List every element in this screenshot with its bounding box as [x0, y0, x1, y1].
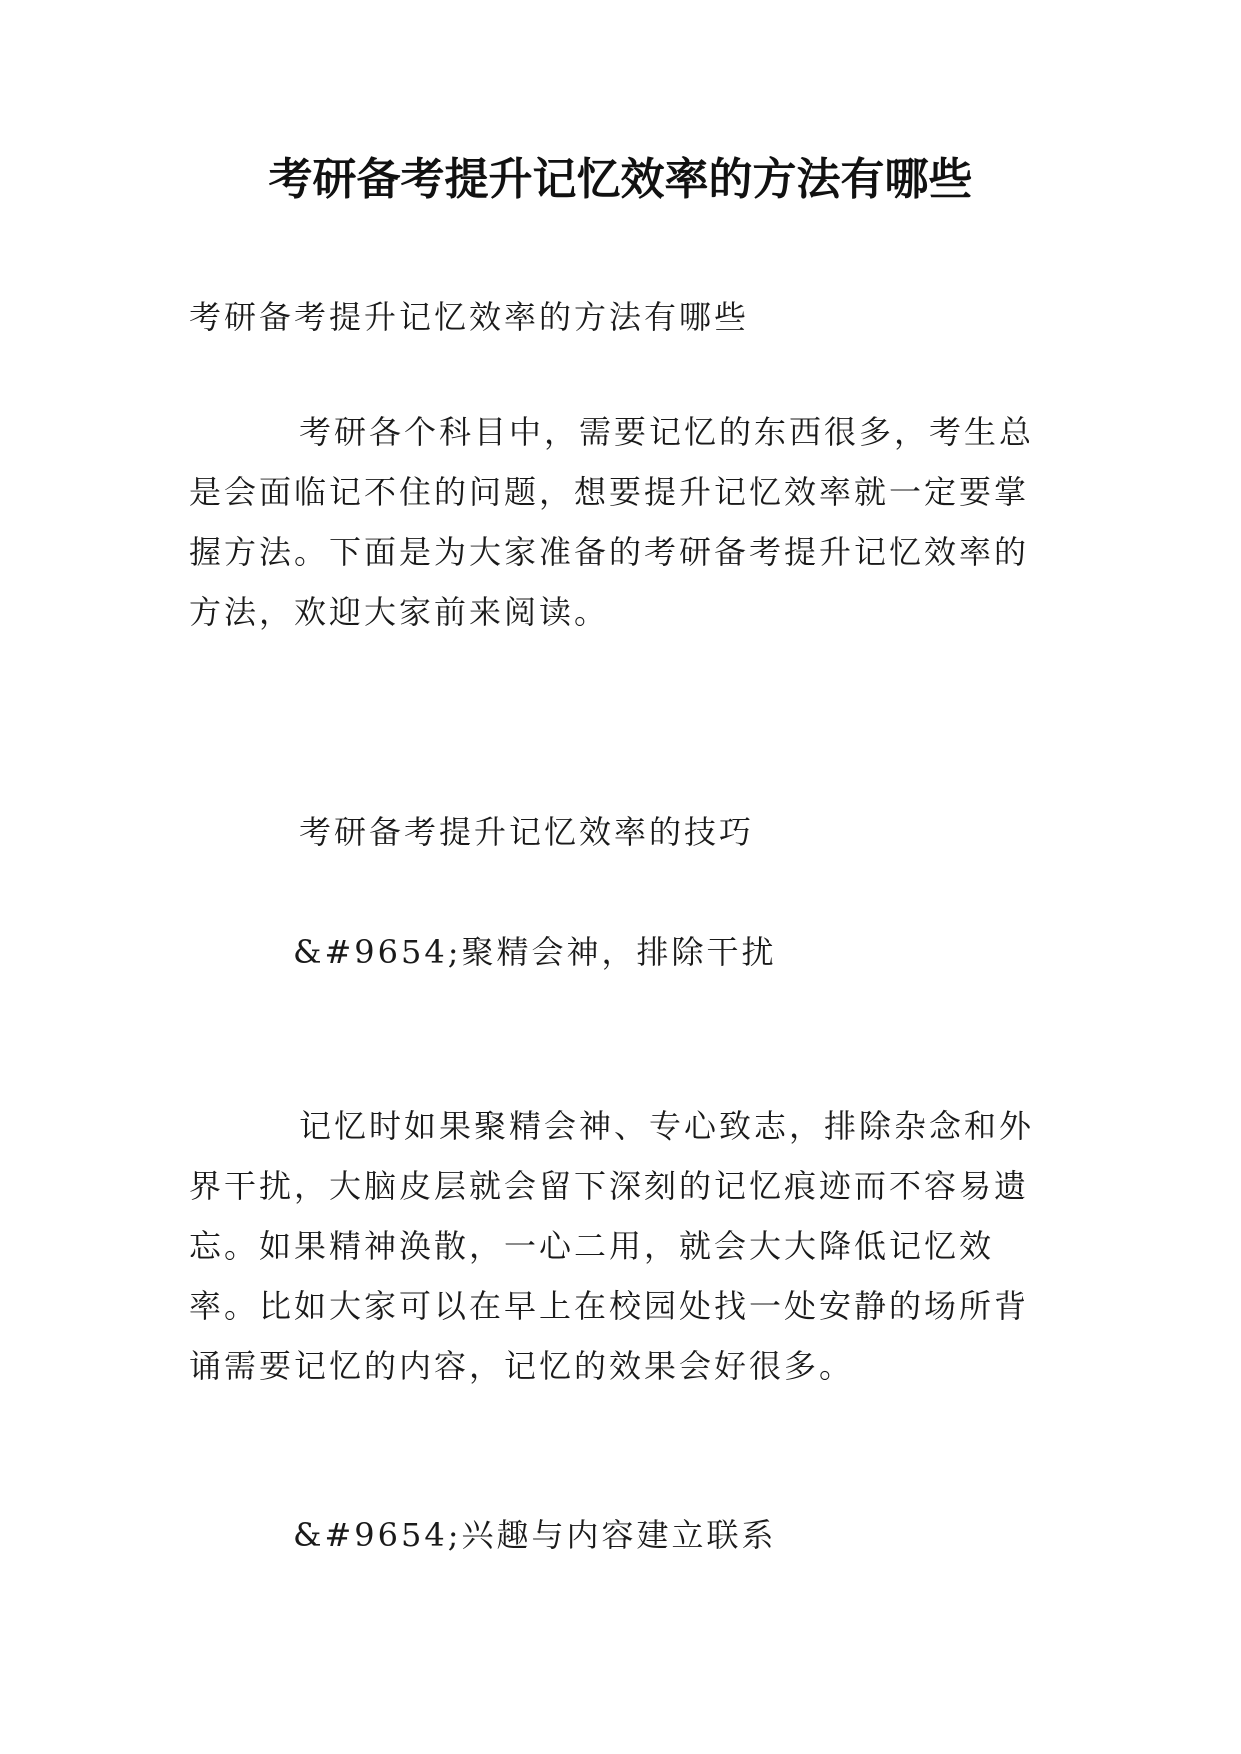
tip-heading: &#9654;聚精会神，排除干扰: [293, 933, 777, 971]
tip-heading: &#9654;兴趣与内容建立联系: [293, 1516, 777, 1554]
document-subtitle: 考研备考提升记忆效率的方法有哪些: [189, 298, 750, 336]
document-title: 考研备考提升记忆效率的方法有哪些: [268, 154, 973, 205]
tip-body-paragraph: 记忆时如果聚精会神、专心致志，排除杂念和外界干扰，大脑皮层就会留下深刻的记忆痕迹而不容易遗忘。如果精神涣散，一心二用，就会大大降低记忆效率。比如大家可以在早上在校园处找一处安静的场所背诵需要记忆的内容，记忆的效果会好很多。: [189, 1107, 1035, 1385]
section-heading: 考研备考提升记忆效率的技巧: [299, 813, 755, 851]
intro-paragraph: 考研各个科目中，需要记忆的东西很多，考生总是会面临记不住的问题，想要提升记忆效率就一定要掌握方法。下面是为大家准备的考研备考提升记忆效率的方法，欢迎大家前来阅读。: [189, 413, 1035, 631]
